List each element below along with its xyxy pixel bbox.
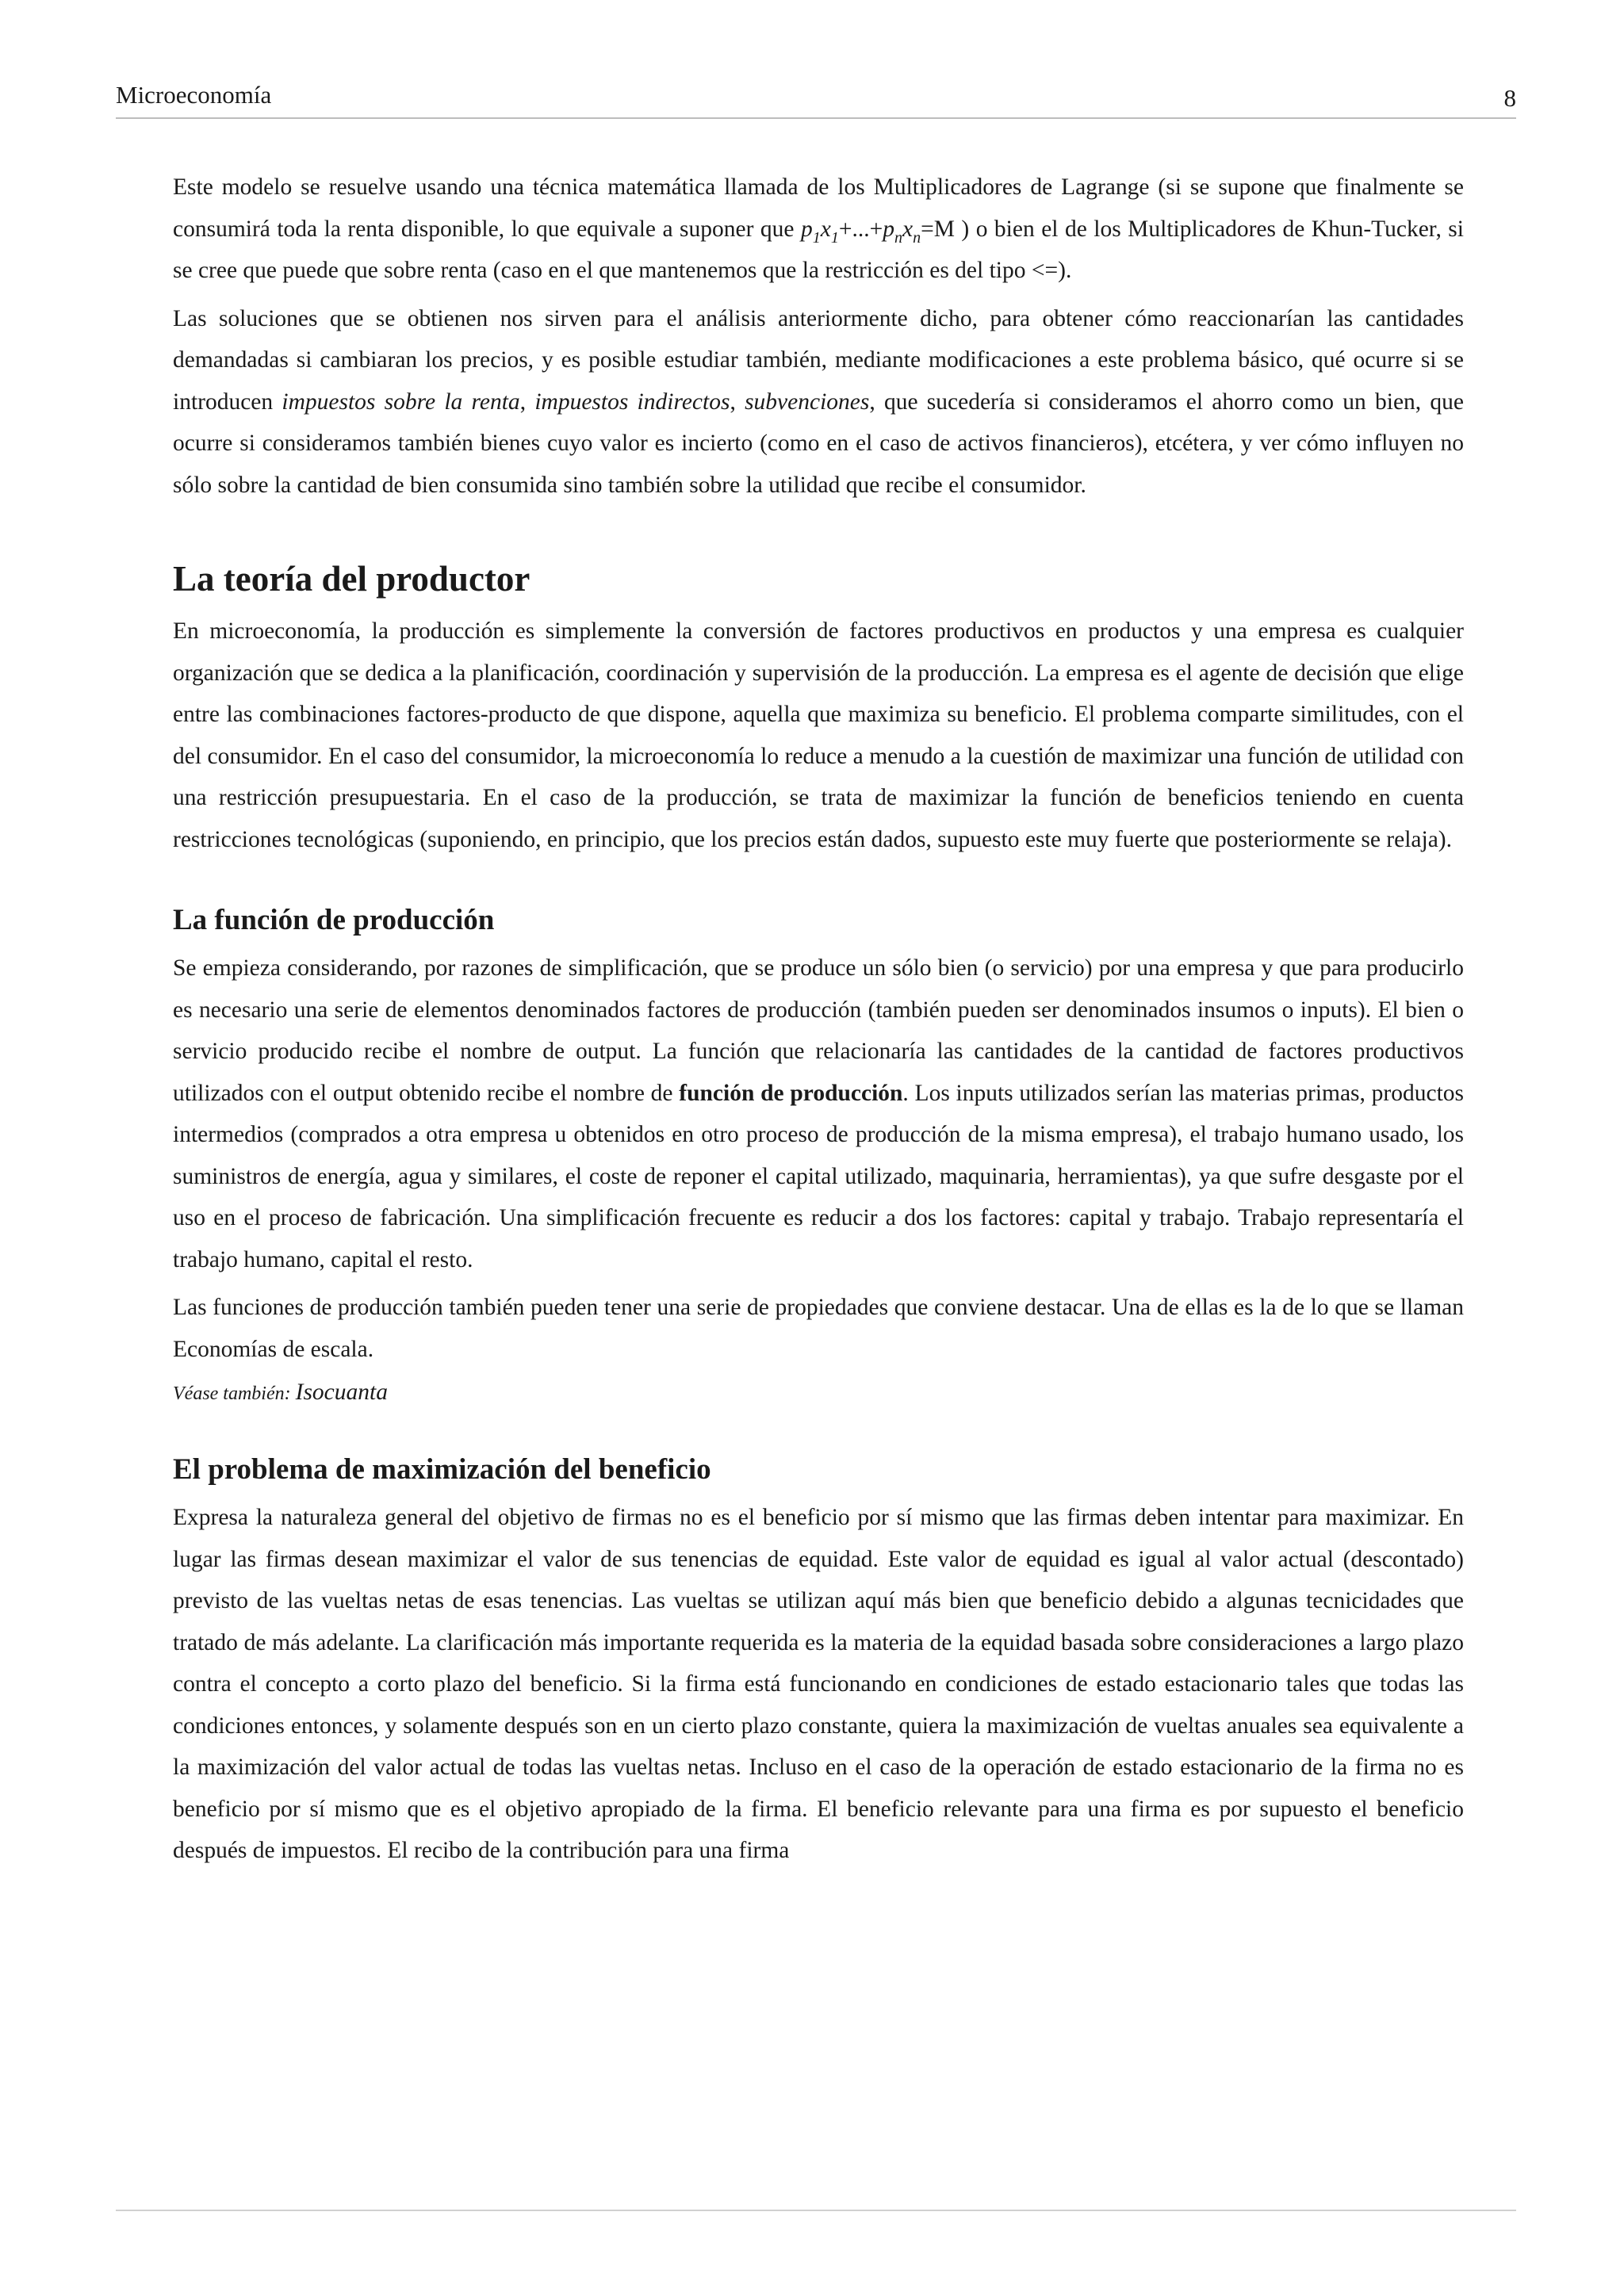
footer-divider (116, 2210, 1516, 2211)
link-impuestos-indirectos[interactable]: impuestos indirectos (534, 388, 730, 415)
document-title: Microeconomía (116, 81, 272, 109)
page-header (116, 78, 1516, 119)
paragraph-productor: En microeconomía, la producción es simplemente la conversión de factores productivos en productos y una empresa es cualquier organización que se dedica a la planificación, coordinación y supervisión de la producción. La empresa es el agente de decisión que elige entre las combinaciones factores-producto de que dispone, aquella que maximiza su beneficio. El problema comparte similitudes, con el del consumidor. En el caso del consumidor, la microeconomía lo reduce a menudo a la cuestión de maximizar una función de utilidad con una restricción presupuestaria. En el caso de la producción, se trata de maximizar la función de beneficios teniendo en cuenta restricciones tecnológicas (suponiendo, en principio, que los precios están dados, supuesto este muy fuerte que posteriormente se relaja). (173, 618, 1464, 852)
paragraph-funcion-produccion: Se empieza considerando, por razones de simplificación, que se produce un sólo bien (o servicio) por una empresa y que para producirlo es necesario una serie de elementos denominados factores de producción (también pueden ser denominados insumos o inputs). El bien o servicio producido recibe el nombre de output. La función que relacionaría las cantidades de la cantidad de factores productivos utilizados con el output obtenido recibe el nombre de función de producción. Los inputs utilizados serían las materias primas, productos intermedios (comprados a otra empresa u obtenidos en otro proceso de producción de la misma empresa), el trabajo humano usado, los suministros de energía, agua y similares, el coste de reponer el capital utilizado, maquinaria, herramientas), ya que sufre desgaste por el uso en el proceso de fabricación. Una simplificación frecuente es reducir a dos los factores: capital y trabajo. Trabajo representaría el trabajo humano, capital el resto. (173, 955, 1465, 1272)
paragraph-propiedades: Las funciones de producción también pueden tener una serie de propiedades que conviene destacar. Una de ellas es la de lo que se llaman Economías de escala. (173, 1295, 1464, 1362)
page-content (173, 166, 1464, 1878)
link-isocuanta[interactable]: Isocuanta (295, 1380, 388, 1405)
link-subvenciones[interactable]: subvenciones (745, 388, 870, 415)
budget-constraint-formula: $p_1x_1+...+p_nx_n=M$ (800, 216, 955, 247)
section-heading-productor: La teoría del productor (173, 559, 530, 599)
paragraph-soluciones: Las soluciones que se obtienen nos sirven para el análisis anteriormente dicho, para obtener cómo reaccionarían las cantidades demandadas si cambiaran los precios, y es posible estudiar también, mediante modificaciones a este problema básico, qué ocurre si se introducen impuestos sobre la renta, impuestos indirectos, subvenciones, que sucedería si consideramos el ahorro como un bien, que ocurre si consideramos también bienes cuyo valor es incierto (como en el caso de activos financieros), etcétera, y ver cómo influyen no sólo sobre la cantidad de bien consumida sino también sobre la utilidad que recibe el consumidor. (173, 305, 1465, 498)
page-number: 8 (1503, 84, 1516, 112)
paragraph-lagrange: Este modelo se resuelve usando una técnica matemática llamada de los Multiplicadores de Lagrange (si se supone que finalmente se consumirá toda la renta disponible, lo que equivale a suponer que $p_1x_1+...+p_nx_n=M$ ) o bien el de los Multiplicadores de Khun-Tucker, si se cree que puede que sobre renta (caso en el que mantenemos que la restricción es del tipo <=). (173, 174, 1464, 283)
paragraph-maximizacion-beneficio: Expresa la naturaleza general del objetivo de firmas no es el beneficio por sí mismo que las firmas deben intentar para maximizar. En lugar las firmas desean maximizar el valor de sus tenencias de equidad. Este valor de equidad es igual al valor actual (descontado) previsto de las vueltas netas de esas tenencias. Las vueltas se utilizan aquí más bien que beneficio debido a algunas tecnicidades que tratado de más adelante. La clarificación más importante requerida es la materia de la equidad basada sobre consideraciones a largo plazo contra el concepto a corto plazo del beneficio. Si la firma está funcionando en condiciones de estado estacionario tales que todas las condiciones entonces, y solamente después son en un cierto plazo constante, quiera la maximización de vueltas anuales sea equivalente a la maximización del valor actual de todas las vueltas netas. Incluso en el caso de la operación de estado estacionario de la firma no es beneficio por sí mismo que es el objetivo apropiado de la firma. El beneficio relevante para una firma es por supuesto el beneficio después de impuestos. El recibo de la contribución para una firma (173, 1505, 1464, 1863)
link-impuestos-renta[interactable]: impuestos sobre la renta (282, 388, 520, 415)
term-funcion-produccion: función de producción (679, 1080, 903, 1106)
subsection-heading-funcion-produccion: La función de producción (173, 904, 495, 936)
see-also-note: Véase también: Isocuanta (173, 1380, 388, 1405)
subsection-heading-maximizacion-beneficio: El problema de maximización del beneficio (173, 1453, 711, 1486)
